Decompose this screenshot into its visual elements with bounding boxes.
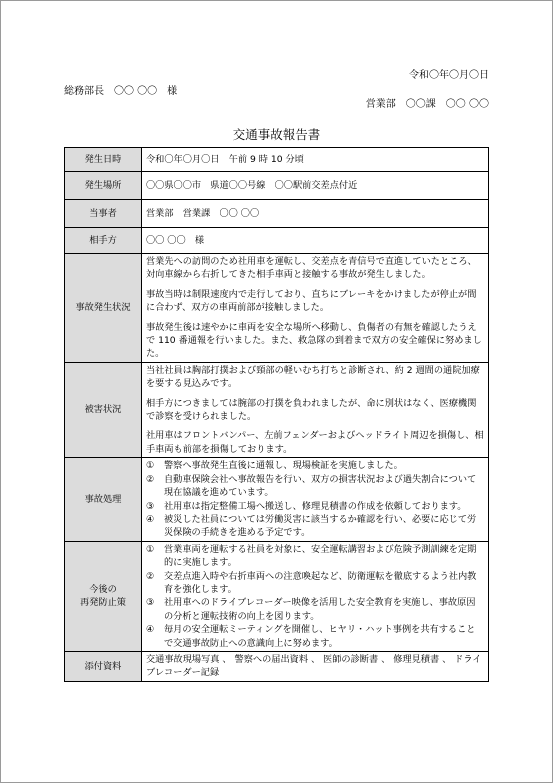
table-row-prevention xyxy=(65,541,489,651)
document-title: 交通事故報告書 xyxy=(232,127,321,142)
report-date: 令和〇年〇月〇日 xyxy=(409,70,489,81)
value-damage xyxy=(142,362,489,457)
list-item xyxy=(146,543,484,570)
item-number: ③ xyxy=(146,500,155,512)
item-text: 被災した社員については労働災害に該当するか確認を行い、必要に応じて労災保険の手続きを進める予定です。 xyxy=(164,513,477,539)
item-text: 交差点進入時や右折車両への注意喚起など、防衛運転を徹底するよう社内教育を強化します。 xyxy=(164,570,477,595)
label-handling: 事故処理 xyxy=(65,458,142,541)
item-number: ② xyxy=(146,473,155,485)
label-datetime: 発生日時 xyxy=(65,148,142,172)
table-row-damage xyxy=(65,362,489,457)
value-datetime: 令和〇年〇月〇日 午前 9 時 10 分頃 xyxy=(142,148,489,172)
label-damage: 被害状況 xyxy=(65,362,142,457)
label-counterparty: 相手方 xyxy=(65,228,142,254)
table-row-situation xyxy=(65,254,489,363)
value-prevention xyxy=(142,541,489,651)
prevention-list xyxy=(146,543,484,650)
value-party: 営業部 営業課 〇〇 〇〇 xyxy=(142,200,489,228)
label-prevention-line2: 再発防止策 xyxy=(80,597,126,609)
value-counterparty: 〇〇 〇〇 様 xyxy=(142,228,489,254)
table-row-party xyxy=(65,200,489,228)
list-item xyxy=(146,513,484,540)
value-location: 〇〇県〇〇市 県道〇〇号線 〇〇駅前交差点付近 xyxy=(142,172,489,200)
list-item xyxy=(146,473,484,500)
label-party: 当事者 xyxy=(65,200,142,228)
item-number: ① xyxy=(146,543,155,555)
item-number: ② xyxy=(146,570,155,582)
list-item xyxy=(146,570,484,597)
damage-paragraph: 社用車はフロントバンパー、左前フェンダーおよびヘッドライト周辺を損傷し、相手車両も前部を損傷しております。 xyxy=(146,430,484,455)
item-number: ④ xyxy=(146,624,155,636)
value-handling xyxy=(142,458,489,541)
damage-paragraph: 当社社員は胸部打撲および頸部の軽いむち打ちと診断され、約 2 週間の通院加療を要する見込みです。 xyxy=(146,364,480,390)
value-attachments: 交通事故現場写真 、 警察への届出資料 、 医師の診断書 、 修理見積書 、 ドライブレコーダー記録 xyxy=(142,651,489,681)
label-location: 発生場所 xyxy=(65,172,142,200)
value-situation xyxy=(142,254,489,363)
list-item xyxy=(146,500,484,513)
situation-paragraph: 事故当時は制限速度内で走行しており、直ちにブレーキをかけましたが停止が間に合わず、双方の車両前部が接触しました。 xyxy=(146,288,477,314)
label-situation: 事故発生状況 xyxy=(65,254,142,363)
table-row-counterparty xyxy=(65,228,489,254)
table-row-datetime xyxy=(65,148,489,172)
item-text: 社用車へのドライブレコーダー映像を活用した安全教育を実施し、事故原因の分析と運転技術の向上を図ります。 xyxy=(164,597,476,622)
label-prevention xyxy=(65,541,142,651)
table-row-attachments xyxy=(65,651,489,681)
item-number: ① xyxy=(146,460,155,472)
recipient: 総務部長 〇〇 〇〇 様 xyxy=(64,86,178,97)
item-text: 自動車保険会社へ事故報告を行い、双方の損害状況および過失割合について現在協議を進めています。 xyxy=(164,473,477,499)
item-number: ③ xyxy=(146,597,155,609)
damage-paragraph: 相手方につきましては腕部の打撲を負われましたが、命に別状はなく、医療機関で診察を受けられました。 xyxy=(146,397,477,423)
situation-paragraph: 事故発生後は速やかに車両を安全な場所へ移動し、負傷者の有無を確認したうえで 110 番通報を行いました。また、救急隊の到着まで双方の安全確保に努めました。 xyxy=(146,321,482,360)
table-row-handling xyxy=(65,458,489,541)
situation-paragraph: 営業先への訪問のため社用車を運転し、交差点を青信号で直進していたところ、対向車線から右折してきた相手車両と接触する事故が発生しました。 xyxy=(146,256,477,281)
list-item xyxy=(146,459,484,472)
item-text: 毎月の安全運転ミーティングを開催し、ヒヤリ・ハット事例を共有することで交通事故防止への意識向上に努めます。 xyxy=(164,624,476,649)
list-item xyxy=(146,596,484,623)
table-row-location xyxy=(65,172,489,200)
item-text: 営業車両を運転する社員を対象に、安全運転講習および危険予測訓練を定期的に実施します。 xyxy=(164,543,477,569)
list-item xyxy=(146,623,484,650)
label-prevention-line1: 今後の xyxy=(89,583,117,595)
item-number: ④ xyxy=(146,513,155,525)
report-table xyxy=(64,147,489,682)
item-text: 警察へ事故発生直後に通報し、現場検証を実施しました。 xyxy=(164,460,403,472)
label-attachments: 添付資料 xyxy=(65,651,142,681)
item-text: 社用車は指定整備工場へ搬送し、修理見積書の作成を依頼しております。 xyxy=(164,500,467,512)
handling-list xyxy=(146,459,484,539)
sender: 営業部 〇〇課 〇〇 〇〇 xyxy=(365,99,489,110)
